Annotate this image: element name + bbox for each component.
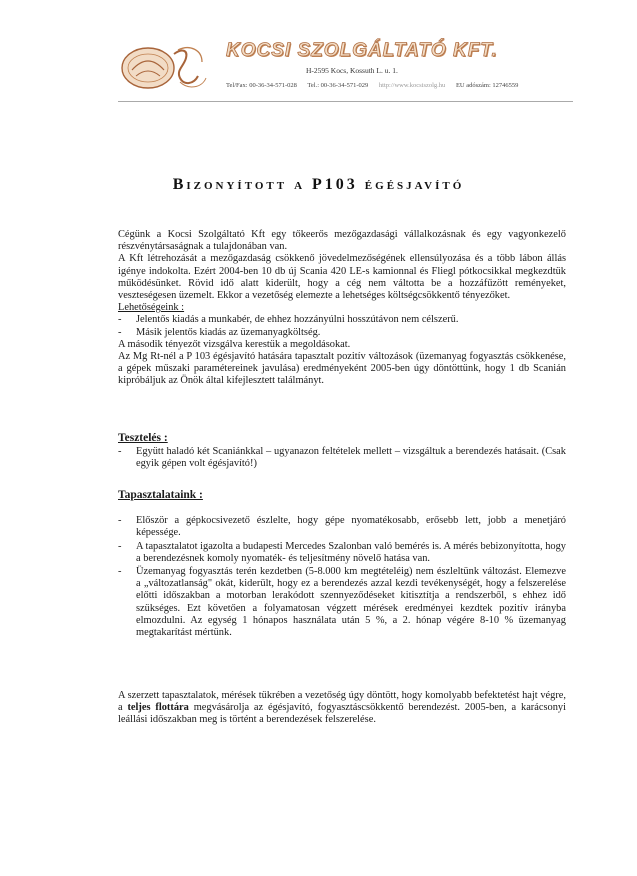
options-list: [118, 314, 566, 338]
list-item: - Jelentős kiadás a munkabér, de ehhez hozzányúlni hosszútávon nem célszerű.: [118, 314, 566, 326]
options-heading: Lehetőségeink :: [118, 302, 185, 314]
letterhead-divider: [118, 101, 573, 102]
letterhead: [118, 40, 570, 104]
testing-section: [118, 432, 566, 471]
conclusion-text-before: A szerzett tapasztalatok, mérések tükrében a vezetőség úgy döntött, hogy komolyabb befektetést hajt végre, a: [118, 690, 566, 714]
conclusion-section: [118, 690, 566, 727]
list-item: - Együtt haladó két Scaniánkkal – ugyanazon feltételek mellett – vizsgáltuk a berendezés hatásait. (Csak egyik gépen volt égésjavító!): [118, 446, 566, 470]
website-link[interactable]: http://www.kocsiszolg.hu: [378, 82, 446, 89]
list-item: - Másik jelentős kiadás az üzemanyagköltség.: [118, 327, 566, 339]
experiences-list: [118, 515, 566, 639]
document-title: Bizonyított a P103 égésjavító: [172, 176, 465, 193]
contact-line: [226, 82, 527, 89]
intro-paragraph-2: A Kft létrehozását a mezőgazdaság csökkenő jövedelmezőségének ellensúlyozása és a több lábon állás igénye indokolta. Ezért 2004-ben 10 db új Scania 420 LE-s kamionnal és Fliegl pótkocsikkal megkezdtük működésünket. Rövid idő alatt kiderült, hogy a cég nem váltotta be a hozzáfűzött reményeket, veszteségesen üzemelt. Ekkor a vezetőség elemezte a lehetséges költségcsökkentő tényezőket.: [118, 253, 566, 302]
company-name: KOCSI SZOLGÁLTATÓ KFT.: [226, 40, 498, 61]
experiences-heading: Tapasztalataink :: [118, 489, 203, 501]
list-item: - Üzemanyag fogyasztás terén kezdetben (5-8.000 km megtételéig) nem észleltünk változást. Elemezve a „változatlanság" okát, kiderült, hogy ez a berendezés azzal kezdi tevékenységét, hogy a felszerelése előtti időszakban a motorban lerakódott szennyeződéseket kitisztítja a rendszerből, s ehhez idő szükséges. Ezt követően a folyamatosan végzett mérések eredményei kezdtek pozitív irányba elmozdulni. Az egység 1 hónapos használata után 5 %, a 2. hónap végére 8-10 % üzemanyag megtakarítást mértünk.: [118, 566, 566, 639]
intro-paragraph-4: Az Mg Rt-nél a P 103 égésjavító hatására tapasztalt pozitív változások (üzemanyag fogyasztás csökkenése, a gépek műszaki paramétereinek javulása) eredményeként 2005-ben úgy döntöttünk, hogy 1 db Scanián kipróbáljuk az Önök által kifejlesztett találmányt.: [118, 351, 566, 387]
list-item: - A tapasztalatot igazolta a budapesti Mercedes Szalonban való bemérés is. A mérés bebizonyította, hogy a berendezésnek komoly nyomaték- és teljesítmény növelő hatása van.: [118, 541, 566, 565]
conclusion-paragraph: [118, 690, 566, 727]
company-address: H-2595 Kocs, Kossuth L. u. 1.: [306, 66, 398, 75]
conclusion-emphasis: teljes flottára: [127, 702, 189, 714]
conclusion-text-after: megvásárolja az égésjavító, fogyasztáscsökkentő berendezést. 2005-ben, a karácsonyi leállási időszakban meg is történt a berendezések felszerelése.: [118, 702, 567, 726]
telfax-number: Tel/Fax: 00-36-34-571-028: [226, 82, 297, 89]
eu-tax-number: EU adószám: 12746559: [455, 82, 519, 89]
testing-heading: Tesztelés :: [118, 432, 168, 444]
experiences-section: [118, 489, 566, 639]
list-item: - Először a gépkocsivezető észlelte, hogy gépe nyomatékosabb, erősebb lett, jobb a menetjáró képessége.: [118, 515, 566, 539]
tel-number: Tel.: 00-36-34-571-029: [307, 82, 369, 89]
intro-paragraph-1: Cégünk a Kocsi Szolgáltató Kft egy tőkeerős mezőgazdasági vállalkozásnak és egy vagyonkezelő részvénytársaságnak a tulajdonában van.: [118, 229, 566, 253]
intro-section: [118, 229, 566, 388]
intro-paragraph-3: A második tényezőt vizsgálva kerestük a megoldásokat.: [118, 338, 351, 350]
testing-list: [118, 446, 566, 470]
company-logo-icon: [118, 40, 210, 92]
